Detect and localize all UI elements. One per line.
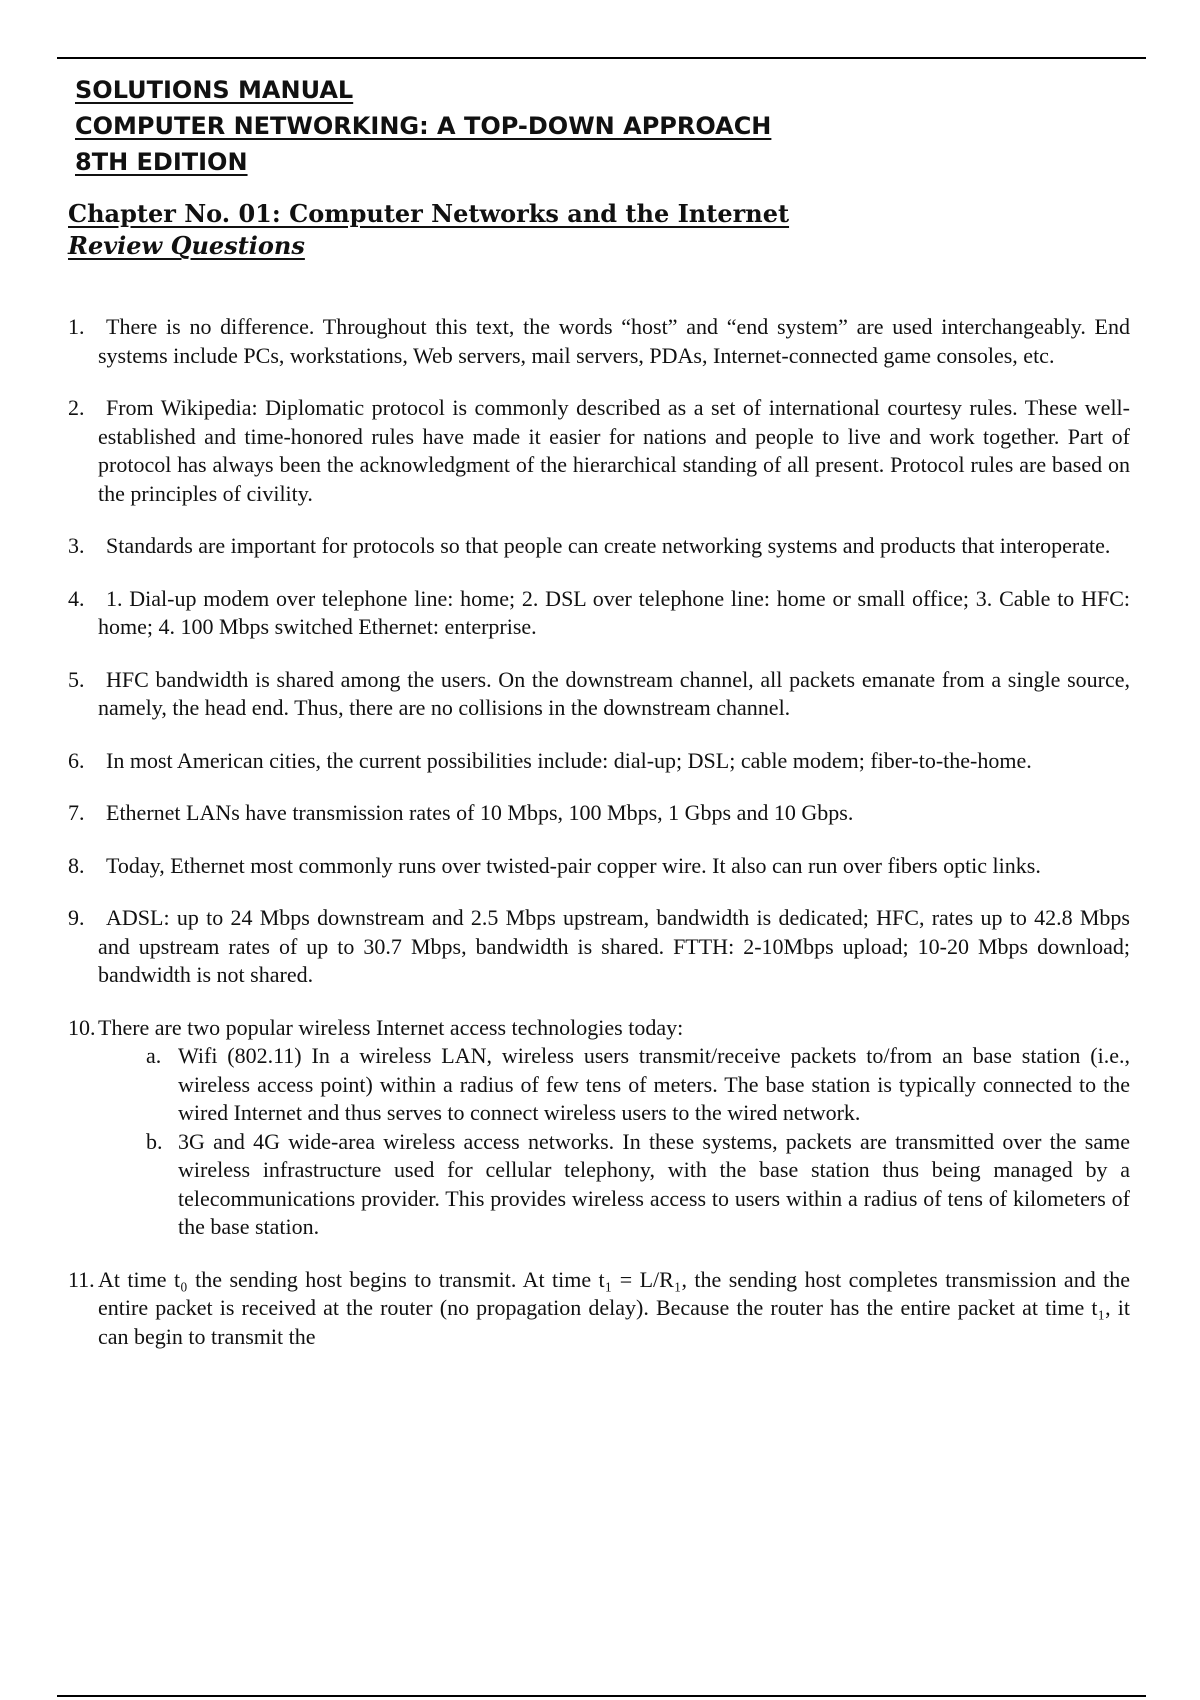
header-line-3: 8TH EDITION (75, 148, 248, 176)
header-line-1: SOLUTIONS MANUAL (75, 76, 354, 104)
question-text: There are two popular wireless Internet access technologies today: (98, 1014, 684, 1040)
question-item (68, 394, 1130, 508)
review-questions-list (68, 313, 1130, 1351)
sub-answer-text: Wifi (802.11) In a wireless LAN, wireless users transmit/receive packets to/from an base station (i.e., wireless access point) within a radius of few tens of meters. The base station is typically connected to the wired Internet and thus serves to connect wireless users to the wired network. (178, 1043, 1130, 1125)
chapter-heading (68, 198, 789, 262)
question-item (68, 585, 1130, 642)
question-number: 3. (68, 533, 85, 558)
sub-answer-label: b. (146, 1128, 163, 1154)
question-item (68, 1266, 1130, 1352)
chapter-title: Chapter No. 01: Computer Networks and the Internet (68, 199, 790, 228)
question-text: There is no difference. Throughout this text, the words “host” and “end system” are used interchangeably. End systems include PCs, workstations, Web servers, mail servers, PDAs, Internet-connected game consoles, etc. (98, 314, 1130, 368)
question-item (68, 666, 1130, 723)
sub-answer-item (146, 1042, 1130, 1128)
question-number: 6. (68, 747, 85, 773)
question-item (68, 532, 1130, 561)
question-item (68, 904, 1130, 990)
question-item (68, 852, 1130, 881)
document-header (75, 72, 771, 180)
question-text: ADSL: up to 24 Mbps downstream and 2.5 Mbps upstream, bandwidth is dedicated; HFC, rates up to 42.8 Mbps and upstream rates of up to 30.7 Mbps, bandwidth is shared. FTTH: 2-10Mbps upload; 10-20 Mbps download; bandwidth is not shared. (98, 905, 1130, 987)
question-text: Today, Ethernet most commonly runs over twisted-pair copper wire. It also can run over fibers optic links. (106, 852, 1041, 878)
question-number: 2. (68, 395, 85, 420)
question-text: In most American cities, the current possibilities include: dial-up; DSL; cable modem; fiber-to-the-home. (106, 747, 1032, 773)
question-number: 7. (68, 800, 85, 825)
sub-answer-text: 3G and 4G wide-area wireless access networks. In these systems, packets are transmitted over the same wireless infrastructure used for cellular telephony, with the base station thus being managed by a telecommunications provider. This provides wireless access to users within a radius of tens of kilometers of the base station. (178, 1128, 1130, 1239)
question-number: 8. (68, 852, 85, 878)
bottom-rule (57, 1695, 1146, 1697)
question-number: 10. (68, 1014, 96, 1040)
question-item (68, 1014, 1130, 1242)
question-number: 4. (68, 585, 85, 611)
question-text: At time t₀ the sending host begins to transmit. At time t₁ = L/R₁, the sending host completes transmission and the entire packet is received at the router (no propagation delay). Because the router has the entire packet at time t₁, it can begin to transmit the (98, 1266, 1130, 1349)
question-item (68, 747, 1130, 776)
question-text: HFC bandwidth is shared among the users. On the downstream channel, all packets emanate from a single source, namely, the head end. Thus, there are no collisions in the downstream channel. (98, 666, 1130, 720)
question-number: 5. (68, 666, 85, 692)
top-rule (57, 57, 1146, 59)
question-number: 11. (68, 1266, 95, 1292)
question-number: 9. (68, 905, 85, 930)
question-item (68, 313, 1130, 370)
sub-answer-label: a. (146, 1043, 162, 1068)
sub-answer-item (146, 1128, 1130, 1242)
question-text: 1. Dial-up modem over telephone line: home; 2. DSL over telephone line: home or small office; 3. Cable to HFC: home; 4. 100 Mbps switched Ethernet: enterprise. (98, 585, 1130, 639)
chapter-subtitle: Review Questions (68, 231, 305, 260)
header-line-2: COMPUTER NETWORKING: A TOP-DOWN APPROACH (75, 112, 772, 140)
question-number: 1. (68, 314, 85, 339)
question-text: From Wikipedia: Diplomatic protocol is commonly described as a set of international courtesy rules. These well-established and time-honored rules have made it easier for nations and people to live and work together. Part of protocol has always been the acknowledgment of the hierarchical standing of all present. Protocol rules are based on the principles of civility. (98, 395, 1130, 506)
question-text: Ethernet LANs have transmission rates of 10 Mbps, 100 Mbps, 1 Gbps and 10 Gbps. (106, 800, 854, 825)
sub-answer-list (146, 1042, 1130, 1242)
question-text: Standards are important for protocols so that people can create networking systems and products that interoperate. (106, 533, 1111, 558)
question-item (68, 799, 1130, 828)
